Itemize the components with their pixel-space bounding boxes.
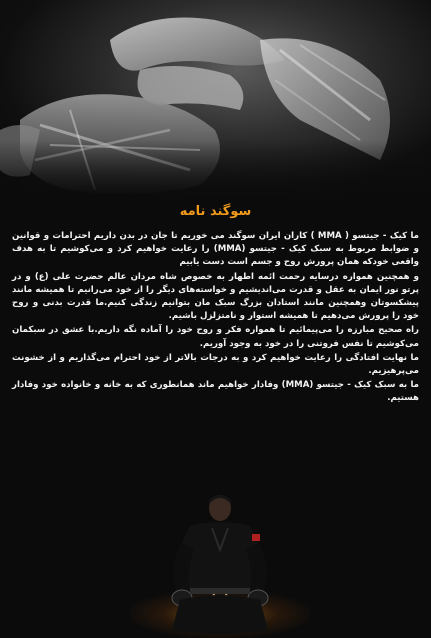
oath-paragraph: راه صحیح مبارزه را می‌پیمائیم تا همواره فکر و روح خود را آماده نگه داریم.با عشق در سبکمان می‌کوشیم تا نفس فروتنی را در خود به وجود آوریم. — [12, 325, 419, 349]
oath-paragraph: ما کیک - جیتسو ( MMA ) کاران ایران سوگند می خوریم تا جان در بدن داریم احترامات و قوانین و ضوابط مربوط به سبک کیک - جیتسو (MMA) را رعایت خواهیم کرد و می‌کوشیم تا به هدف واقعی خودکه همان پرورش روح و جسم است دست یابیم — [12, 231, 420, 268]
oath-text — [12, 230, 419, 407]
oath-title: سوگند نامه — [179, 204, 252, 219]
oath-paragraph: و همچنین همواره درسایه رحمت ائمه اطهار به خصوص شاه مردان عالم حضرت علی (ع) و در پرتو نور ایمان به عقل و قدرت می‌اندیشیم و خواسته‌های دیگر را از خود می‌رانیم تا همیشه مانند پیشکسوتان وهمچنین مانند استادان بزرگ سبک مان بتوانیم زندگی کنیم.ما قدرت بدنی و روح خود را پرورش می‌دهیم تا همیشه استوار و نامتزلزل باشیم. — [12, 271, 419, 322]
hero-wrapped-hands-image — [0, 0, 431, 200]
hero-fade — [0, 140, 431, 200]
oath-paragraph: ما به سبک کیک - جیتسو (MMA) وفادار خواهیم ماند همانطوری که به خانه و خانواده خود وفادار هستیم. — [12, 380, 419, 404]
kneeling-fighter-image — [150, 490, 290, 638]
oath-paragraph: ما نهایت افتادگی را رعایت خواهیم کرد و به درجات بالاتر از خود احترام می‌گذاریم و از خشونت می‌پرهیزیم. — [12, 352, 419, 377]
